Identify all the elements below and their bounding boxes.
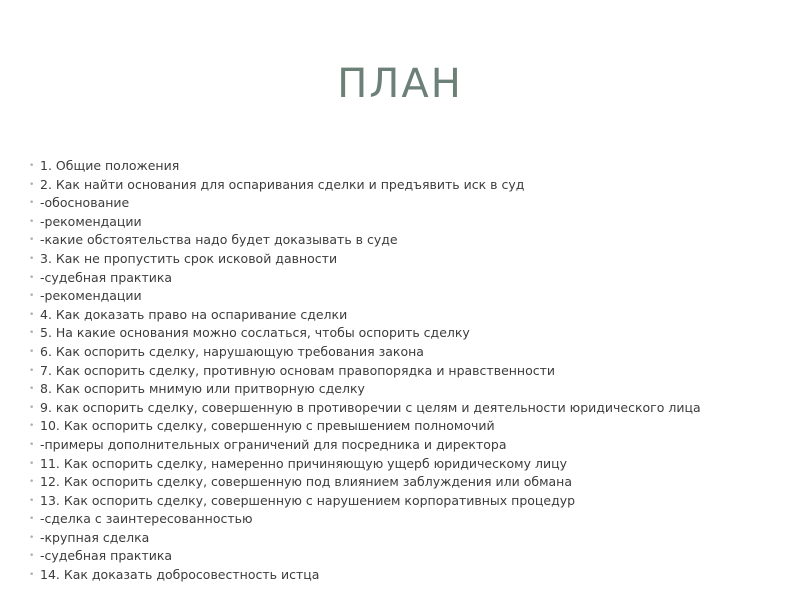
list-item (29, 417, 789, 436)
list-item-text: 5. На какие основания можно сослаться, чтобы оспорить сделку (40, 325, 470, 341)
bullet-icon: • (29, 309, 35, 320)
bullet-icon: • (29, 216, 35, 227)
list-item-text: -судебная практика (40, 269, 173, 285)
list-item (29, 176, 789, 195)
list-item (29, 399, 789, 418)
list-item (29, 436, 789, 455)
list-item (29, 362, 789, 381)
bullet-icon: • (29, 235, 35, 246)
bullet-icon: • (29, 291, 35, 302)
list-item (29, 194, 789, 213)
bullet-icon: • (29, 384, 35, 395)
list-item (29, 324, 789, 343)
list-item (29, 157, 789, 176)
bullet-icon: • (29, 346, 35, 357)
bullet-icon: • (29, 161, 35, 171)
bullet-icon: • (29, 439, 35, 450)
list-item-text: 11. Как оспорить сделку, намеренно причиняющую ущерб юридическому лицу (40, 455, 567, 471)
list-item-text: -рекомендации (40, 288, 142, 304)
list-item (29, 306, 789, 325)
list-item (29, 213, 789, 232)
list-item-text: -судебная практика (40, 548, 173, 564)
slide-title: ПЛАН (337, 61, 463, 107)
list-item (29, 287, 789, 306)
bullet-icon: • (29, 328, 35, 339)
list-item-text: -крупная сделка (40, 529, 150, 545)
bullet-icon: • (29, 458, 35, 469)
list-item (29, 566, 789, 585)
list-item (29, 269, 789, 288)
list-item (29, 473, 789, 492)
list-item (29, 343, 789, 362)
bullet-icon: • (29, 272, 35, 283)
bullet-icon: • (29, 495, 35, 506)
list-item (29, 250, 789, 269)
list-item-text: -рекомендации (40, 213, 142, 229)
bullet-icon: • (29, 402, 35, 413)
list-item (29, 510, 789, 529)
list-item (29, 231, 789, 250)
list-item (29, 492, 789, 511)
list-item-text: 8. Как оспорить мнимую или притворную сделку (40, 381, 365, 397)
bullet-icon: • (29, 570, 35, 581)
list-item-text: 14. Как доказать добросовестность истца (40, 567, 320, 583)
bullet-icon: • (29, 532, 35, 543)
bullet-icon: • (29, 365, 35, 376)
list-item-text: 13. Как оспорить сделку, совершенную с нарушением корпоративных процедур (40, 492, 576, 508)
list-item-text: 9. как оспорить сделку, совершенную в противоречии с целям и деятельности юридического лица (40, 399, 701, 415)
bullet-icon: • (29, 253, 35, 264)
list-item-text: 2. Как найти основания для оспаривания сделки и предъявить иск в суд (40, 176, 525, 192)
list-item-text: 3. Как не пропустить срок исковой давности (40, 250, 338, 266)
list-item (29, 529, 789, 548)
list-item-text: 10. Как оспорить сделку, совершенную с превышением полномочий (40, 418, 495, 434)
bullet-icon: • (29, 198, 35, 209)
list-item (29, 547, 789, 566)
list-item-text: -какие обстоятельства надо будет доказывать в суде (40, 232, 398, 248)
bullet-icon: • (29, 421, 35, 432)
list-item-text: -сделка с заинтересованностью (40, 511, 253, 527)
list-item-text: 6. Как оспорить сделку, нарушающую требования закона (40, 343, 424, 359)
list-item-text: 7. Как оспорить сделку, противную основам правопорядка и нравственности (40, 362, 556, 378)
plan-list (29, 157, 789, 585)
list-item-text: -обоснование (40, 195, 130, 211)
bullet-icon: • (29, 514, 35, 525)
list-item (29, 455, 789, 474)
list-item-text: 1. Общие положения (40, 158, 180, 173)
bullet-icon: • (29, 551, 35, 562)
list-item-text: 4. Как доказать право на оспаривание сделки (40, 306, 348, 322)
list-item (29, 380, 789, 399)
list-item-text: 12. Как оспорить сделку, совершенную под влиянием заблуждения или обмана (40, 474, 573, 490)
bullet-icon: • (29, 477, 35, 488)
bullet-icon: • (29, 179, 35, 190)
list-item-text: -примеры дополнительных ограничений для посредника и директора (40, 436, 507, 452)
